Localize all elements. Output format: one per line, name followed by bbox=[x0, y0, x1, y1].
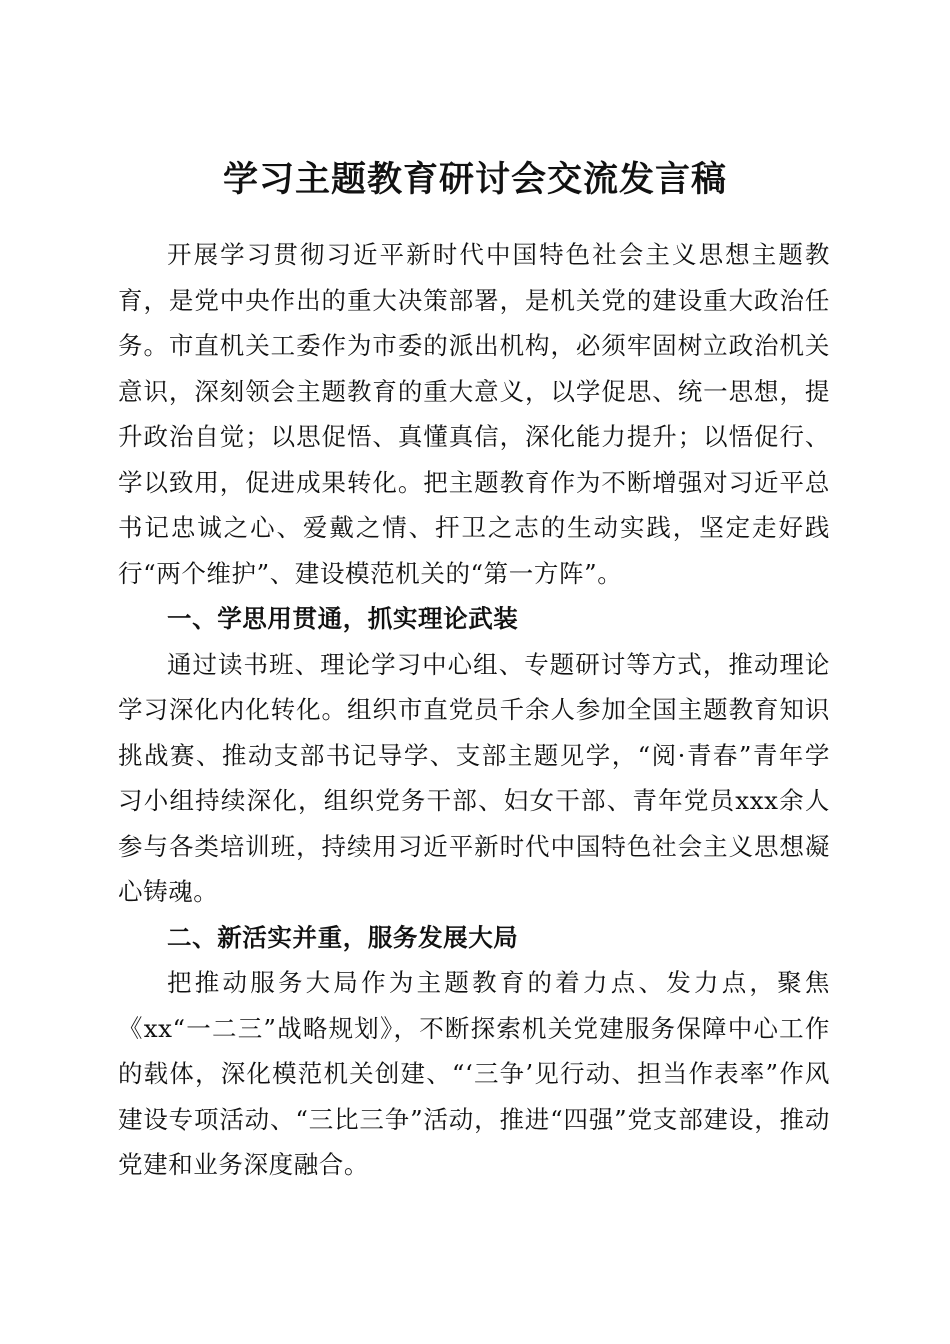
section-paragraph-1: 通过读书班、理论学习中心组、专题研讨等方式，推动理论学习深化内化转化。组织市直党员千余人参加全国主题教育知识挑战赛、推动支部书记导学、支部主题见学，“阅·青春”青年学习小组持续深化，组织党务干部、妇女干部、青年党员xxx余人参与各类培训班，持续用习近平新时代中国特色社会主义思想凝心铸魂。 bbox=[118, 649, 830, 906]
document-title: 学习主题教育研讨会交流发言稿 bbox=[222, 160, 727, 201]
section-heading-2: 二、新活实并重，服务发展大局 bbox=[167, 922, 519, 952]
section-paragraph-2: 把推动服务大局作为主题教育的着力点、发力点，聚焦《xx“一二三”战略规划》，不断探索机关党建服务保障中心工作的载体，深化模范机关创建、“‘三争’见行动、担当作表率”作风建设专项活动、“三比三争”活动，推进“四强”党支部建设，推动党建和业务深度融合。 bbox=[118, 968, 830, 1179]
document-body bbox=[118, 232, 830, 1188]
section-heading-1: 一、学思用贯通，抓实理论武装 bbox=[167, 604, 519, 633]
intro-paragraph: 开展学习贯彻习近平新时代中国特色社会主义思想主题教育，是党中央作出的重大决策部署，是机关党的建设重大政治任务。市直机关工委作为市委的派出机构，必须牢固树立政治机关意识，深刻领会主题教育的重大意义，以学促思、统一思想，提升政治自觉；以思促悟、真懂真信，深化能力提升；以悟促行、学以致用，促进成果转化。把主题教育作为不断增强对习近平总书记忠诚之心、爱戴之情、扞卫之志的生动实践，坚定走好践行“两个维护”、建设模范机关的“第一方阵”。 bbox=[118, 240, 830, 588]
